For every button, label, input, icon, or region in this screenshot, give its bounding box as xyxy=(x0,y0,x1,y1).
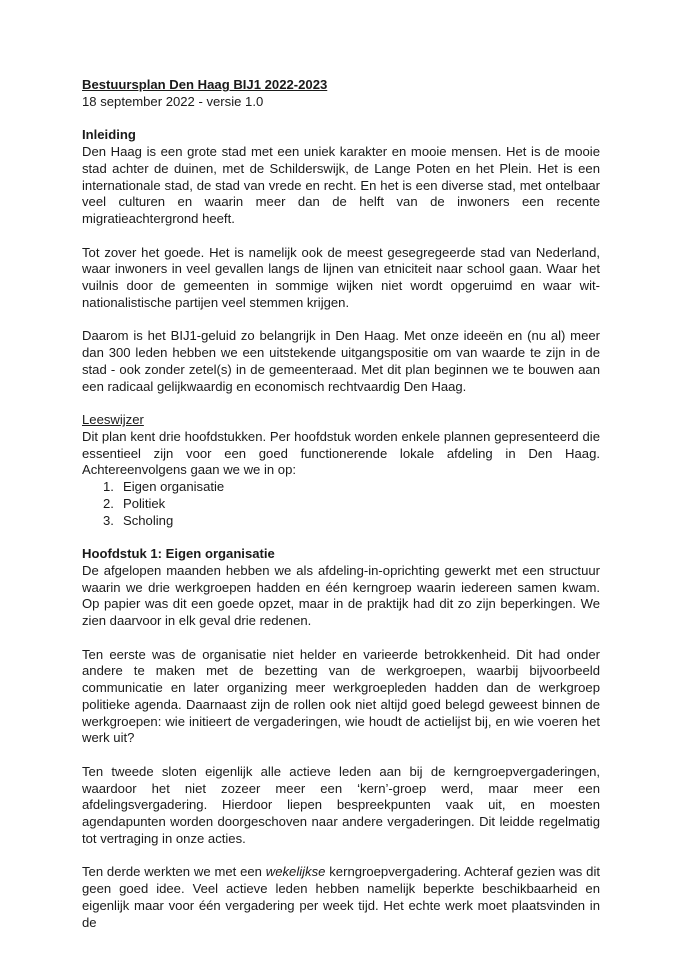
chapter1-paragraph-4 xyxy=(82,864,600,931)
chapter-list xyxy=(82,479,600,529)
intro-paragraph-3: Daarom is het BIJ1-geluid zo belangrijk in Den Haag. Met onze ideeën en (nu al) meer dan 300 leden hebben we een uitstekende uitgangspositie om van waarde te zijn in de stad - ook zonder zetel(s) in de gemeenteraad. Met dit plan beginnen we te bouwen aan een radicaal gelijkwaardig en economisch rechtvaardig Den Haag. xyxy=(82,328,600,394)
list-number: 2. xyxy=(103,495,114,511)
list-item xyxy=(82,496,600,513)
leeswijzer-heading: Leeswijzer xyxy=(82,412,144,427)
text-run: kerngroepvergadering. Achteraf gezien was dit geen goed idee. Veel actieve leden hebben namelijk beperkte beschikbaarheid en eigenlijk maar voor één vergadering per week tijd. Het echte werk moet plaatsvinden in de xyxy=(82,864,601,930)
list-number: 1. xyxy=(103,479,114,494)
list-item xyxy=(82,479,600,496)
document-page xyxy=(82,77,600,931)
intro-heading: Inleiding xyxy=(82,127,136,143)
document-title: Bestuursplan Den Haag BIJ1 2022-2023 xyxy=(82,77,328,92)
list-item xyxy=(82,513,600,530)
list-label: Scholing xyxy=(123,512,174,528)
list-label: Eigen organisatie xyxy=(123,479,225,494)
emphasized-text: wekelijkse xyxy=(265,864,326,880)
list-number: 3. xyxy=(103,512,114,528)
chapter1-paragraph-1: De afgelopen maanden hebben we als afdeling-in-oprichting gewerkt met een structuur waarin we drie werkgroepen hadden en één kerngroep waarin iedereen samen kwam. Op papier was dit een goede opzet, maar in de praktijk had dit zo zijn beperkingen. We zien daarvoor in elk geval drie redenen. xyxy=(82,562,600,628)
chapter1-paragraph-2: Ten eerste was de organisatie niet helder en varieerde betrokkenheid. Dit had onder andere te maken met de bezetting van de werkgroepen, waarbij bijvoorbeeld communicatie en later organizing meer werkgroepleden hadden dan de werkgroep politieke agenda. Daarnaast zijn de rollen ook niet altijd goed belegd geweest binnen de werkgroepen: wie initieert de vergaderingen, wie houdt de actielijst bij, en wie voeren het werk uit? xyxy=(82,646,600,746)
intro-paragraph-1: Den Haag is een grote stad met een uniek karakter en mooie mensen. Het is de mooie stad achter de duinen, met de Schilderswijk, de Lange Poten en het Plein. Het is een internationale stad, de stad van vrede en recht. En het is een diverse stad, met ontelbaar veel culturen en waarin meer dan de helft van de inwoners een recente migratieachtergrond heeft. xyxy=(82,144,600,226)
intro-paragraph-2: Tot zover het goede. Het is namelijk ook de meest gesegregeerde stad van Nederland, waar inwoners in veel gevallen langs de lijnen van etniciteit naar school gaan. Waar het vuilnis door de gemeenten in sommige wijken niet wordt opgeruimd en waar wit-nationalistische partijen veel stemmen krijgen. xyxy=(82,244,600,310)
chapter1-heading: Hoofdstuk 1: Eigen organisatie xyxy=(82,546,275,561)
list-label: Politiek xyxy=(123,495,166,511)
document-date-version: 18 september 2022 - versie 1.0 xyxy=(82,93,264,109)
text-run: Ten derde werkten we met een xyxy=(82,864,266,880)
chapter1-paragraph-3: Ten tweede sloten eigenlijk alle actieve leden aan bij de kerngroepvergaderingen, waardoor het niet zozeer meer een ‘kern’-groep werd, maar meer een afdelingsvergadering. Hierdoor liepen bespreekpunten vaak uit, en moesten agendapunten worden doorgeschoven naar andere vergaderingen. Dit leidde regelmatig tot vertraging in onze acties. xyxy=(82,763,600,846)
leeswijzer-paragraph: Dit plan kent drie hoofdstukken. Per hoofdstuk worden enkele plannen gepresenteerd die essentieel zijn voor een goed functionerende lokale afdeling in Den Haag. Achtereenvolgens gaan we we in op: xyxy=(82,428,600,478)
